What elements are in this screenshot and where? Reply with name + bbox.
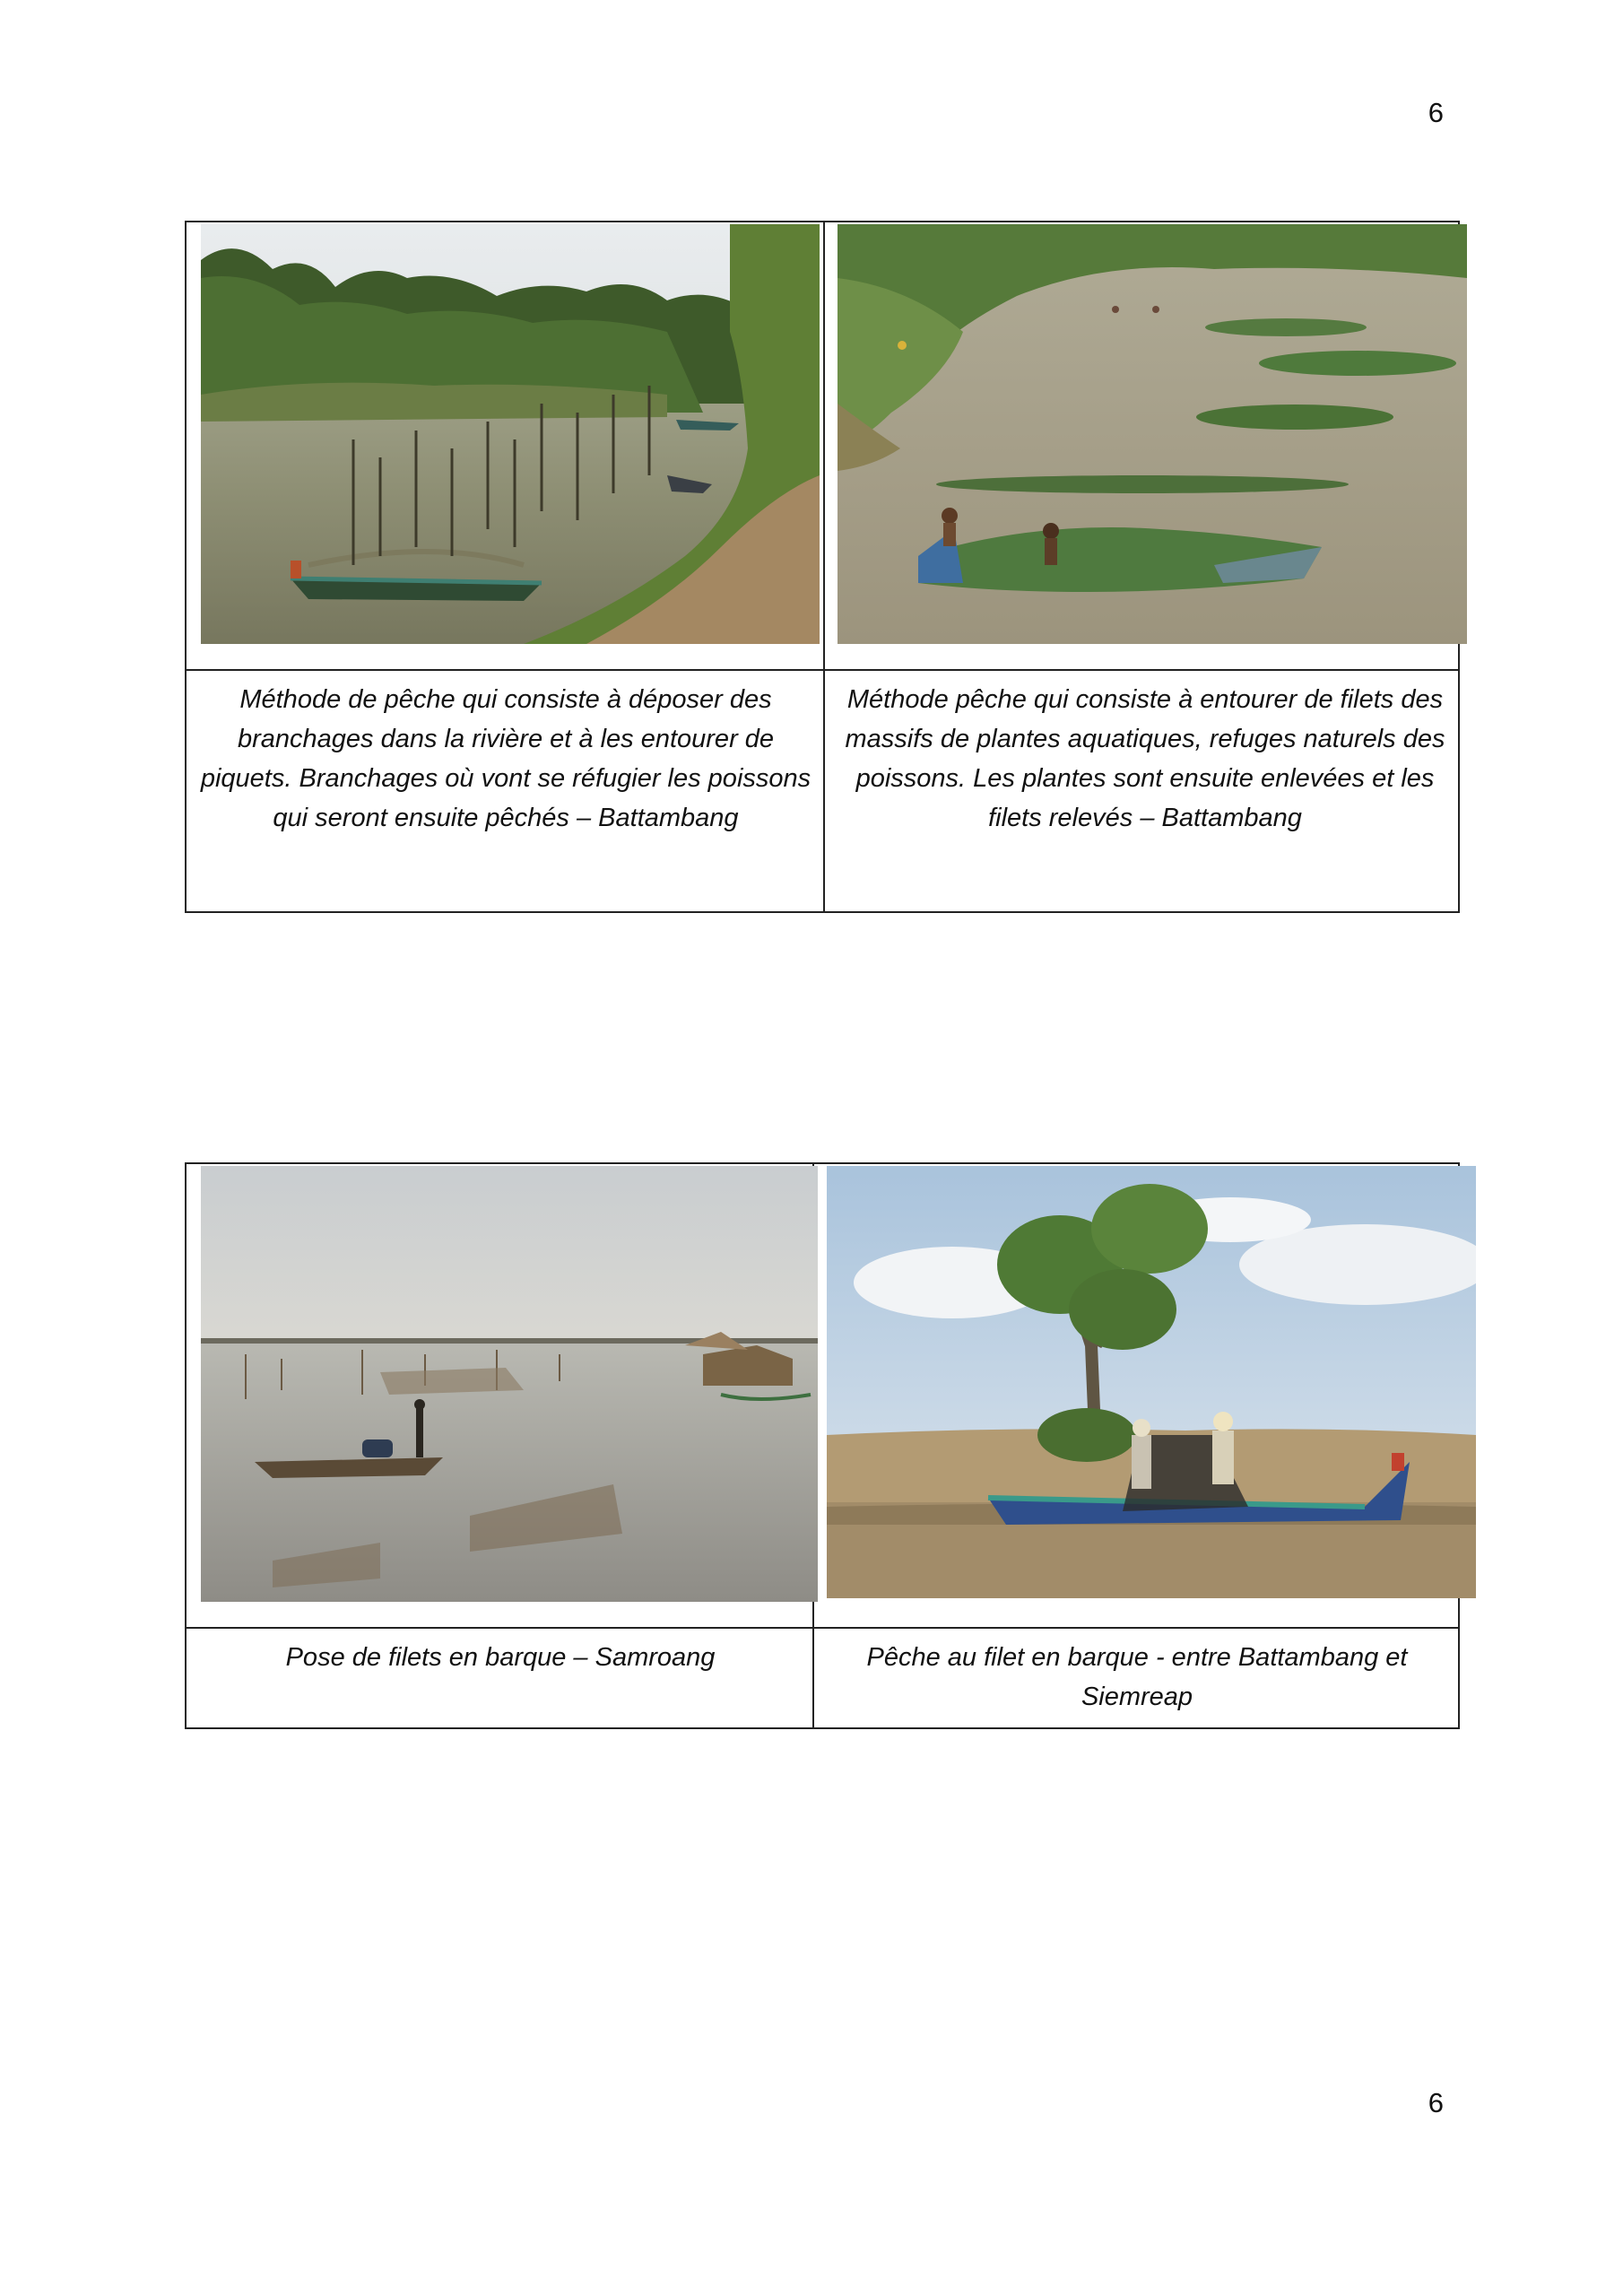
caption-branchages: Méthode de pêche qui consiste à déposer des branchages dans la rivière et à les entourer de piquets. Branchages où vont se réfugier les poissons qui seront ensuite pêchés – Battambang — [200, 685, 812, 832]
photo-river-branchages — [201, 224, 820, 644]
photo-table-2 — [185, 1162, 1460, 1729]
caption-aquatic-plants: Méthode pêche qui consiste à entourer de filets des massifs de plantes aquatiques, refuges naturels des poissons. Les plantes sont ensuite enlevées et les filets relevés – Battambang — [845, 685, 1445, 832]
photo-aquatic-plants-nets — [838, 224, 1467, 644]
caption-boat-net-fishing: Pêche au filet en barque - entre Battambang et Siemreap — [866, 1643, 1408, 1711]
photo-net-laying-samroang — [201, 1166, 818, 1602]
caption-net-laying: Pose de filets en barque – Samroang — [285, 1643, 716, 1672]
page-number-bottom: 6 — [1428, 2087, 1444, 2118]
table-column-divider — [823, 222, 825, 911]
photo-table-1 — [185, 221, 1460, 913]
photo-boat-net-fishing — [827, 1166, 1476, 1598]
page-number-top: 6 — [1428, 97, 1444, 128]
